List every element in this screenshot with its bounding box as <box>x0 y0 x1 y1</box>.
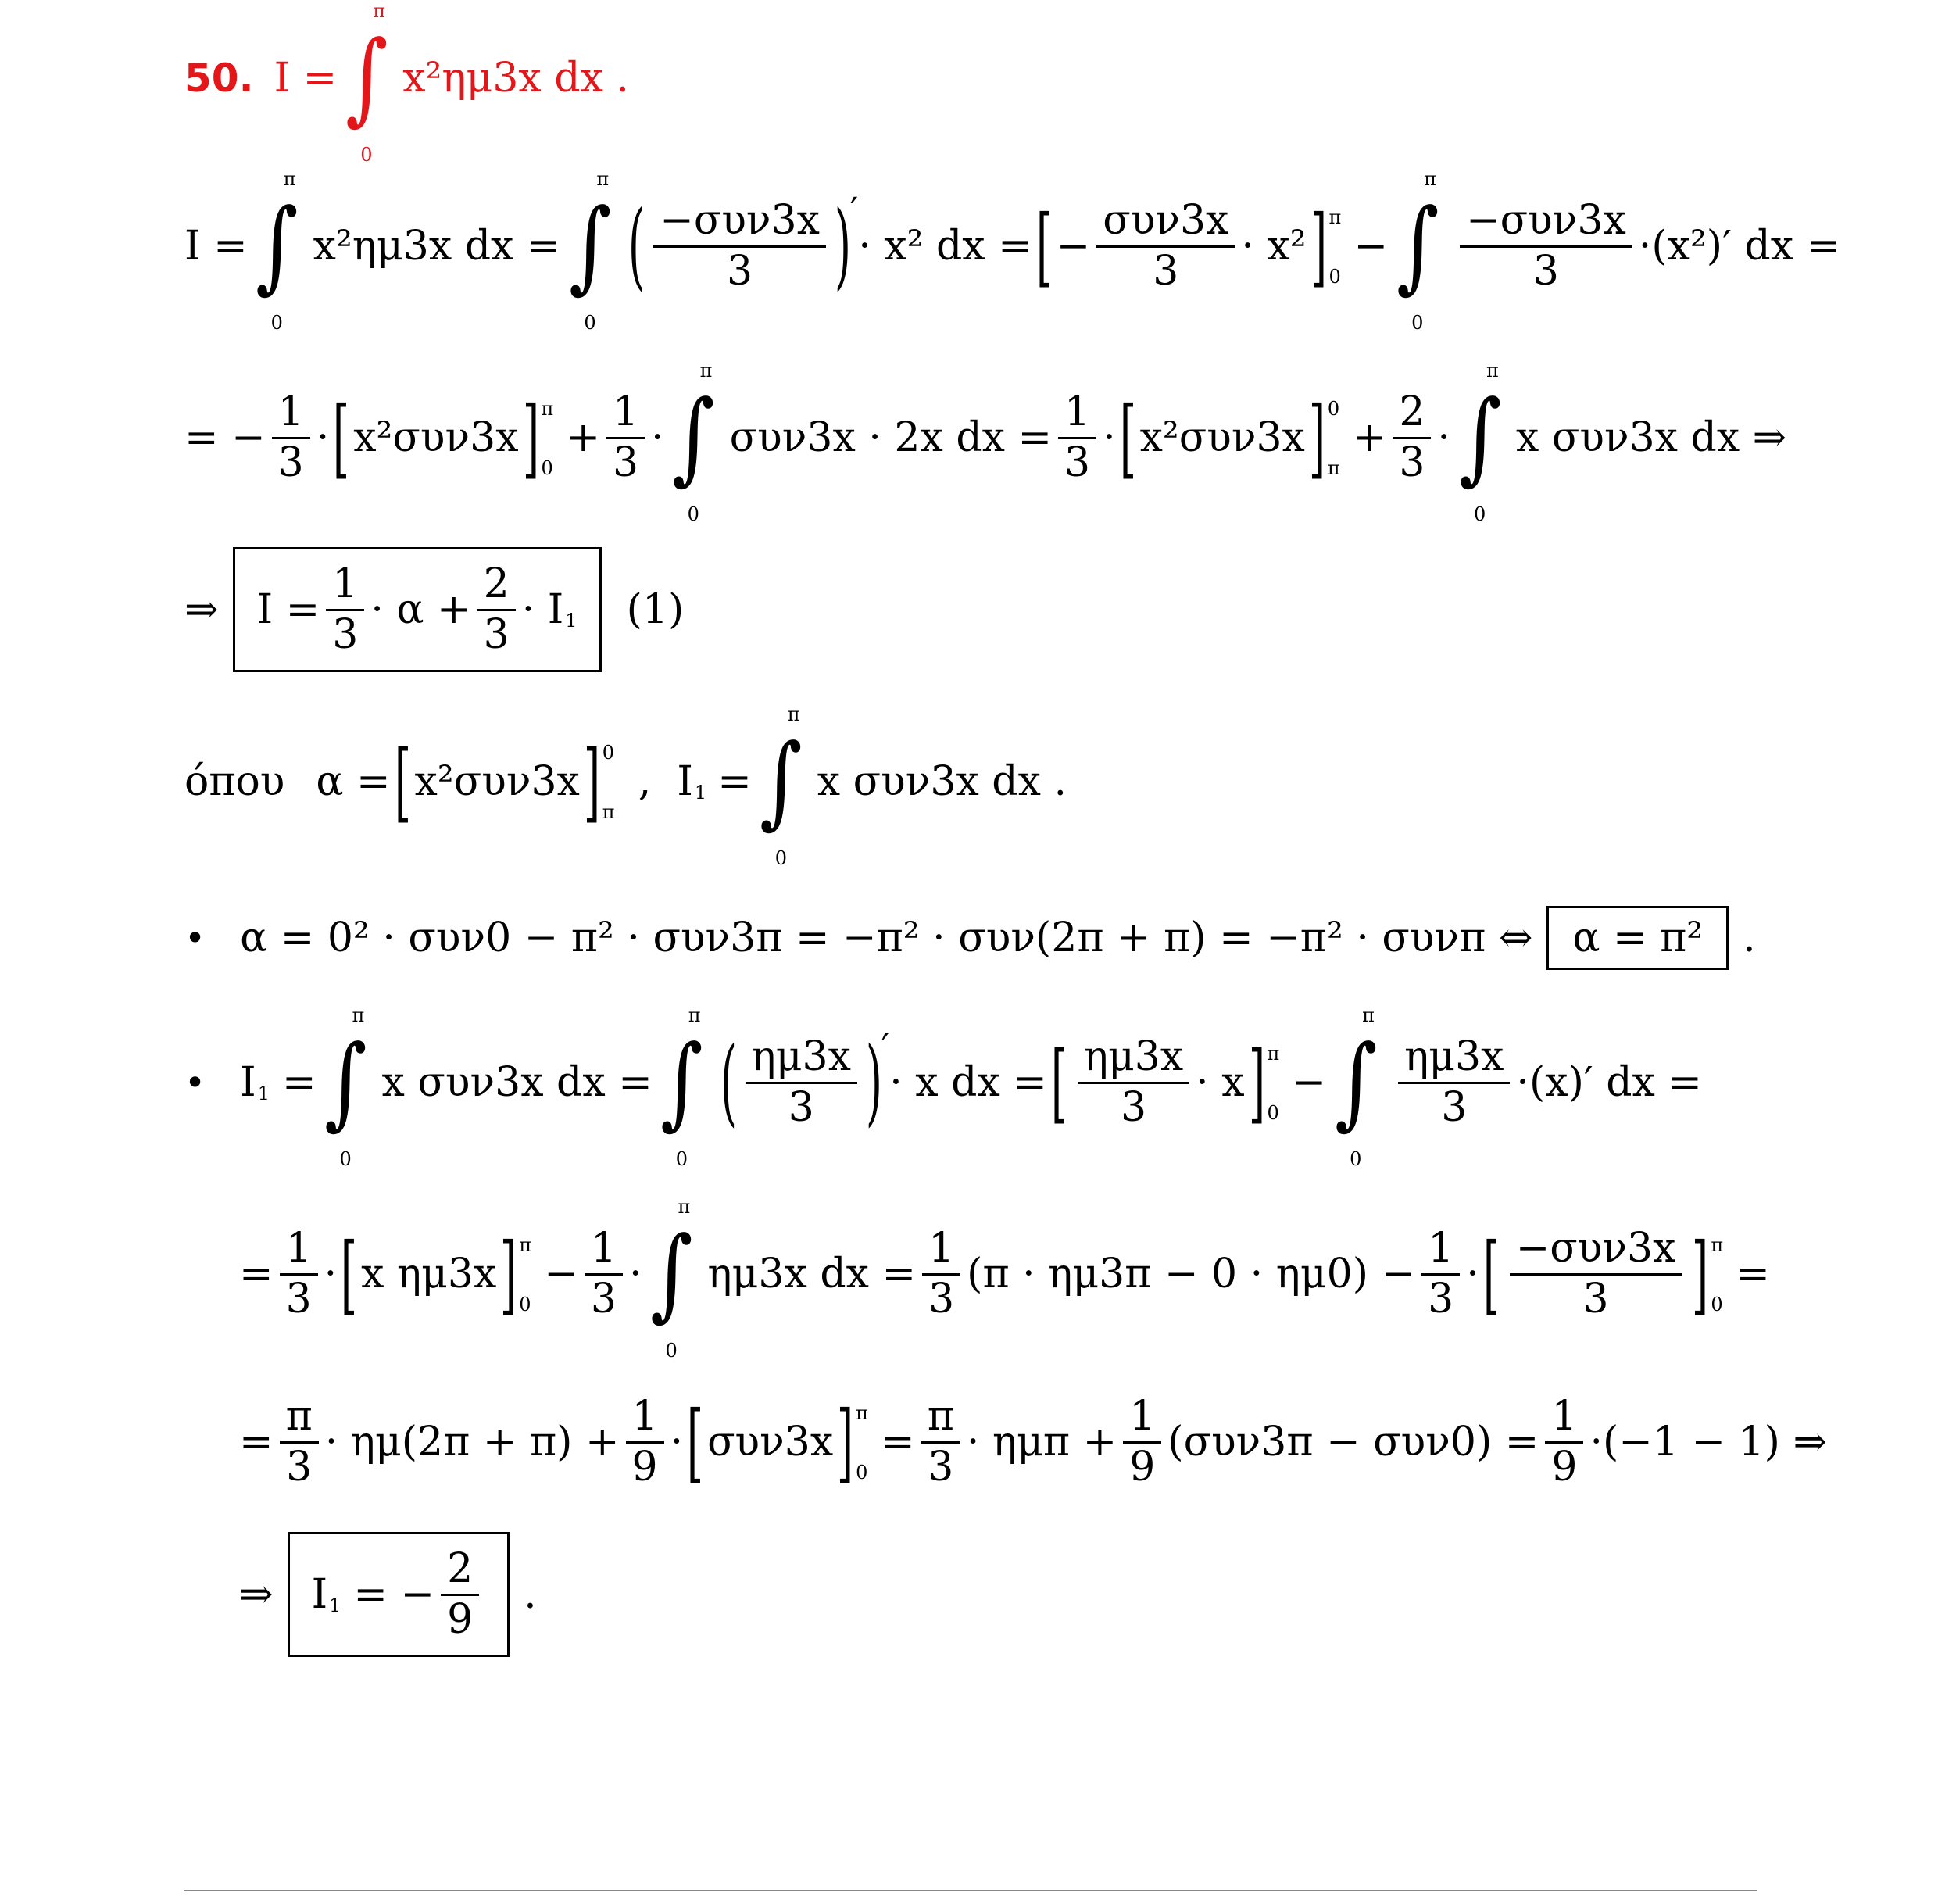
fraction: $\frac{1}{3}$ <box>280 1225 318 1322</box>
derivation-line-2: = − $\frac{1}{3}$ · [ x²συν3x ] π 0 + $\frac{1}{3}$ · ∫ π 0 συν3x · 2x dx = $\frac{1}{3}$ · [ x²συν3x ] 0 π + $\frac{2}{3}$ · ∫ π 0 x συν3x dx ⇒ <box>184 360 1787 525</box>
boxed-i1: I 1 = − $\frac{2}{9}$ <box>288 1532 510 1656</box>
equation-label: (1) <box>626 586 685 633</box>
boxed-result: I = $\frac{1}{3}$ · α + $\frac{2}{3}$ · I 1 <box>233 547 602 671</box>
derivation-line-8: = $\frac{\pi}{3}$ · ημ(2π + π) + $\frac{1}{9}$ · [ συν3x ] π 0 = $\frac{\pi}{3}$ · ημπ + $\frac{1}{9}$ (συν3π − συν0) = $\frac{1}{9}$ ·(−1 − 1) ⇒ <box>239 1392 1828 1492</box>
fraction: $\frac{1}{3}$ <box>1421 1225 1460 1322</box>
integral-sign: ∫ π 0 <box>650 1196 693 1362</box>
fraction: $\frac{\pi}{3}$ <box>921 1393 960 1491</box>
fraction: $\frac{1}{3}$ <box>585 1225 623 1322</box>
integral-sign: ∫ π 0 <box>569 168 612 334</box>
fraction: $\frac{2}{9}$ <box>441 1545 479 1643</box>
fraction: $\frac{\text{−συν3x}}{3}$ <box>653 197 826 295</box>
derivation-line-9: ⇒ I 1 = − $\frac{2}{9}$ . <box>239 1536 537 1653</box>
derivation-line-3: ⇒ I = $\frac{1}{3}$ · α + $\frac{2}{3}$ · I 1 (1) <box>184 551 684 668</box>
derivation-line-1: I = ∫ π 0 x²ημ3x dx = ∫ π 0 ( $\frac{\text{−συν3x}}{3}$ ) ′ · x² dx = [ − $\frac{\text{συν3x}}{3}$ · x² ] π 0 − ∫ π 0 $\frac{\text{−συν3x}}{3}$ ·(x²)′ dx = <box>184 168 1841 334</box>
integral-sign: ∫ π 0 <box>1458 360 1502 525</box>
integral-sign: ∫ π 0 <box>1396 168 1439 334</box>
integral-sign: ∫ π 0 <box>345 0 388 166</box>
problem-integrand: x²ημ3x dx . <box>402 55 629 102</box>
fraction: $\frac{\eta\mu 3x}{3}$ <box>1078 1033 1189 1131</box>
fraction: $\frac{1}{3}$ <box>606 388 645 486</box>
fraction: $\frac{1}{3}$ <box>1058 388 1096 486</box>
integral-sign: ∫ π 0 <box>672 360 715 525</box>
fraction: $\frac{\eta\mu 3x}{3}$ <box>1398 1033 1510 1131</box>
fraction: $\frac{1}{3}$ <box>272 388 310 486</box>
fraction: $\frac{1}{9}$ <box>1545 1393 1583 1491</box>
problem-number: 50. <box>184 55 254 101</box>
problem-lhs: I = <box>274 55 338 102</box>
fraction: $\frac{\text{−συν3x}}{3}$ <box>1460 197 1632 295</box>
problem-statement <box>184 0 629 166</box>
footer-divider <box>184 1890 1757 1891</box>
fraction: $\frac{1}{9}$ <box>626 1393 664 1491</box>
integral-sign: ∫ π 0 <box>1334 1004 1378 1170</box>
fraction: $\frac{1}{9}$ <box>1123 1393 1161 1491</box>
integral-sign: ∫ π 0 <box>760 703 803 869</box>
integral-sign: ∫ π 0 <box>324 1004 367 1170</box>
definition-line: όπου α = [ x²συν3x ] 0 π , I 1 = ∫ π 0 x συν3x dx . <box>184 703 1067 869</box>
bullet-alpha: • α = 0² · συν0 − π² · συν3π = −π² · συν(2π + π) = −π² · συνπ ⇔ α = π² . <box>184 899 1756 977</box>
integral-sign: ∫ π 0 <box>660 1004 704 1170</box>
fraction: $\frac{1}{3}$ <box>922 1225 960 1322</box>
fraction: $\frac{\eta\mu 3x}{3}$ <box>746 1033 857 1131</box>
fraction: $\frac{2}{3}$ <box>477 560 516 658</box>
fraction: $\frac{2}{3}$ <box>1393 388 1431 486</box>
integral-sign: ∫ π 0 <box>256 168 299 334</box>
fraction: $\frac{\text{συν3x}}{3}$ <box>1096 197 1235 295</box>
fraction: $\frac{1}{3}$ <box>326 560 364 658</box>
derivation-line-7: = $\frac{1}{3}$ · [ x ημ3x ] π 0 − $\frac{1}{3}$ · ∫ π 0 ημ3x dx = $\frac{1}{3}$ (π · ημ3π − 0 · ημ0) − $\frac{1}{3}$ · [ $\frac{\text{−συν3x}}{3}$ ] π 0 = <box>239 1196 1770 1362</box>
bullet-i1: • I 1 = ∫ π 0 x συν3x dx = ∫ π 0 ( $\frac{\eta\mu 3x}{3}$ ) ′ · x dx = [ $\frac{\eta\mu 3x}{3}$ · x ] π 0 − ∫ π 0 $\frac{\eta\mu 3x}{3}$ ·(x)′ dx = <box>184 1004 1702 1170</box>
boxed-alpha: α = π² <box>1546 906 1729 970</box>
fraction: $\frac{\text{−συν3x}}{3}$ <box>1510 1225 1682 1322</box>
fraction: $\frac{\pi}{3}$ <box>280 1393 319 1491</box>
